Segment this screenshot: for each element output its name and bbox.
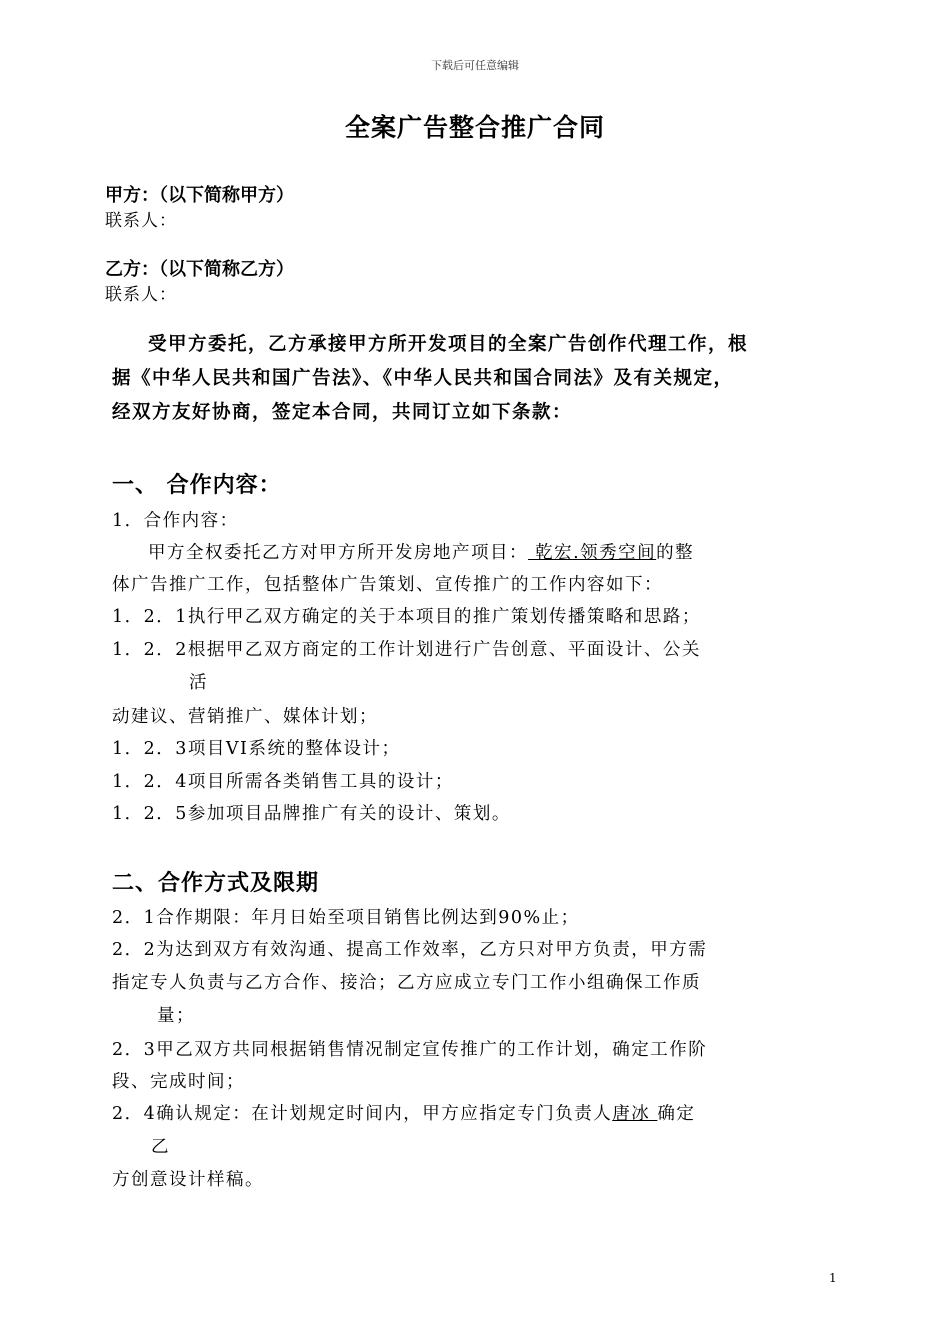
paragraph-prefix: 甲方全权委托乙方对甲方所开发房地产项目： — [148, 543, 528, 563]
section-2-item-2-4-cont: 方创意设计样稿。 — [112, 1170, 264, 1190]
party-a-line: 甲方：（以下简称甲方） — [105, 185, 294, 206]
section-1-item-1-2-4: 1．2．4项目所需各类销售工具的设计； — [112, 772, 454, 792]
section-1-item-1-label: 1．合作内容： — [112, 511, 239, 531]
section-2-item-2-4 — [112, 1100, 695, 1125]
section-1-item-1-2-2: 1．2．2根据甲乙双方商定的工作计划进行广告创意、平面设计、公关 — [112, 640, 701, 660]
section-1-item-1-2-5: 1．2．5参加项目品牌推广有关的设计、策划。 — [112, 804, 511, 824]
party-b-line: 乙方：（以下简称乙方） — [105, 259, 294, 280]
contract-title: 全案广告整合推广合同 — [344, 113, 605, 142]
section-1-item-1-2-3: 1．2．3项目VI系统的整体设计； — [112, 739, 401, 759]
section-1-item-1-2-2-wrap: 活 — [189, 673, 208, 693]
intro-line-1: 受甲方委托，乙方承接甲方所开发项目的全案广告创作代理工作，根 — [148, 334, 749, 355]
party-b-contact: 联系人： — [105, 285, 177, 305]
section-2-item-2-2-line-3: 量； — [157, 1006, 195, 1026]
party-a-contact: 联系人： — [105, 211, 177, 231]
section-2-item-2-3: 2．3甲乙双方共同根据销售情况制定宣传推广的工作计划，确定工作阶 — [112, 1040, 708, 1060]
intro-line-3: 经双方友好协商，签定本合同，共同订立如下条款： — [112, 402, 573, 423]
section-2-item-2-1: 2．1合作期限：年月日始至项目销售比例达到90%止； — [112, 908, 580, 928]
responsible-person: 唐冰 — [612, 1104, 658, 1124]
section-1-paragraph-line-2: 体广告推广工作，包括整体广告策划、宣传推广的工作内容如下： — [112, 575, 663, 595]
intro-line-2: 据《中华人民共和国广告法》、《中华人民共和国合同法》及有关规定， — [112, 368, 734, 389]
section-2-item-2-4-wrap: 乙 — [151, 1137, 170, 1157]
item-2-4-suffix: 确定 — [657, 1104, 696, 1124]
section-1-title: 一、 合作内容： — [112, 473, 282, 498]
paragraph-suffix: 的整 — [656, 543, 695, 563]
project-name: 乾宏.领秀空间 — [528, 543, 657, 563]
section-2-title: 二、合作方式及限期 — [112, 871, 320, 896]
section-1-paragraph-line-1 — [148, 539, 694, 564]
section-1-item-1-2-1: 1．2．1执行甲乙双方确定的关于本项目的推广策划传播策略和思路； — [112, 607, 701, 627]
section-1-item-1-2-2-cont: 动建议、营销推广、媒体计划； — [112, 707, 378, 727]
page-number: 1 — [829, 1271, 837, 1285]
section-2-item-2-2: 2．2为达到双方有效沟通、提高工作效率，乙方只对甲方负责，甲方需 — [112, 940, 708, 960]
item-2-4-prefix: 2．4确认规定：在计划规定时间内，甲方应指定专门负责人 — [112, 1104, 613, 1124]
section-2-item-2-2-line-2: 指定专人负责与乙方合作、接洽；乙方应成立专门工作小组确保工作质 — [112, 973, 701, 993]
page-header-note: 下载后可任意编辑 — [431, 59, 519, 72]
section-2-item-2-3-line-2: 段、完成时间； — [112, 1072, 245, 1092]
